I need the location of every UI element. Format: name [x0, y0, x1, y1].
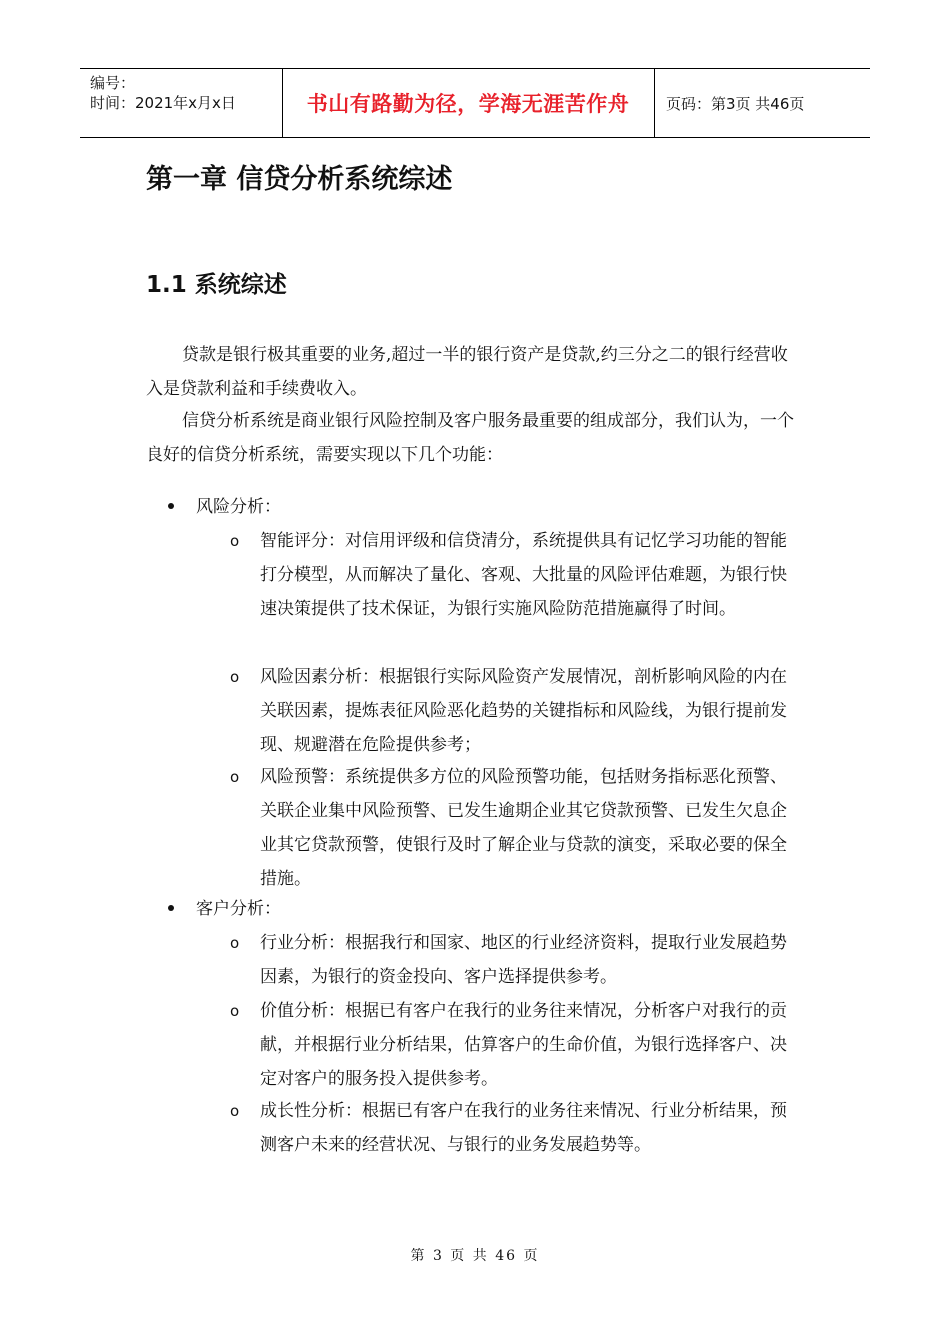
- header-page-info: 页码：第3页 共46页: [666, 94, 805, 113]
- circle-bullet-icon: o: [230, 768, 240, 786]
- bullet-item-customer: [168, 892, 281, 926]
- sub-item-text: 风险预警：系统提供多方位的风险预警功能，包括财务指标恶化预警、关联企业集中风险预警、已发生逾期企业其它贷款预警、已发生欠息企业其它贷款预警，使银行及时了解企业与贷款的演变，采取必要的保全措施。: [260, 767, 787, 889]
- document-date: 时间：2021年x月x日: [90, 94, 236, 112]
- circle-bullet-icon: o: [230, 668, 240, 686]
- sub-item-text: 风险因素分析：根据银行实际风险资产发展情况，剖析影响风险的内在关联因素，提炼表征风险恶化趋势的关键指标和风险线，为银行提前发现、规避潜在危险提供参考；: [260, 667, 787, 755]
- sub-list-item: [230, 926, 800, 994]
- header-divider: [654, 69, 655, 137]
- sub-list-item: [230, 994, 800, 1096]
- sub-list-item: [230, 760, 800, 896]
- section-title: 1.1 系统综述: [146, 272, 287, 298]
- header-motto: 书山有路勤为径，学海无涯苦作舟: [306, 92, 630, 116]
- bullet-label: 客户分析：: [196, 899, 281, 919]
- sub-item-text: 成长性分析：根据已有客户在我行的业务往来情况、行业分析结果，预测客户未来的经营状况、与银行的业务发展趋势等。: [260, 1101, 787, 1155]
- bullet-dot-icon: [168, 905, 174, 911]
- sub-list-item: [230, 660, 800, 762]
- circle-bullet-icon: o: [230, 1102, 240, 1120]
- paragraph: 贷款是银行极其重要的业务,超过一半的银行资产是贷款,约三分之二的银行经营收入是贷款利益和手续费收入。: [146, 345, 788, 399]
- page-footer: 第 3 页 共 46 页: [410, 1248, 540, 1264]
- document-number: 编号：: [90, 74, 136, 92]
- page-header: [80, 68, 870, 138]
- header-meta: [90, 73, 280, 113]
- circle-bullet-icon: o: [230, 532, 240, 550]
- paragraph: 信贷分析系统是商业银行风险控制及客户服务最重要的组成部分，我们认为，一个良好的信贷分析系统，需要实现以下几个功能：: [146, 411, 794, 465]
- sub-item-text: 行业分析：根据我行和国家、地区的行业经济资料，提取行业发展趋势因素，为银行的资金投向、客户选择提供参考。: [260, 933, 787, 987]
- sub-list-item: [230, 524, 800, 626]
- sub-list-item: [230, 1094, 800, 1162]
- chapter-title: 第一章 信贷分析系统综述: [146, 164, 453, 195]
- bullet-label: 风险分析：: [196, 497, 281, 517]
- bullet-dot-icon: [168, 503, 174, 509]
- sub-item-text: 智能评分：对信用评级和信贷清分，系统提供具有记忆学习功能的智能打分模型，从而解决了量化、客观、大批量的风险评估难题，为银行快速决策提供了技术保证，为银行实施风险防范措施赢得了时间。: [260, 531, 787, 619]
- bullet-item-risk: [168, 490, 281, 524]
- sub-item-text: 价值分析：根据已有客户在我行的业务往来情况，分析客户对我行的贡献，并根据行业分析结果，估算客户的生命价值，为银行选择客户、决定对客户的服务投入提供参考。: [260, 1001, 787, 1089]
- circle-bullet-icon: o: [230, 934, 240, 952]
- circle-bullet-icon: o: [230, 1002, 240, 1020]
